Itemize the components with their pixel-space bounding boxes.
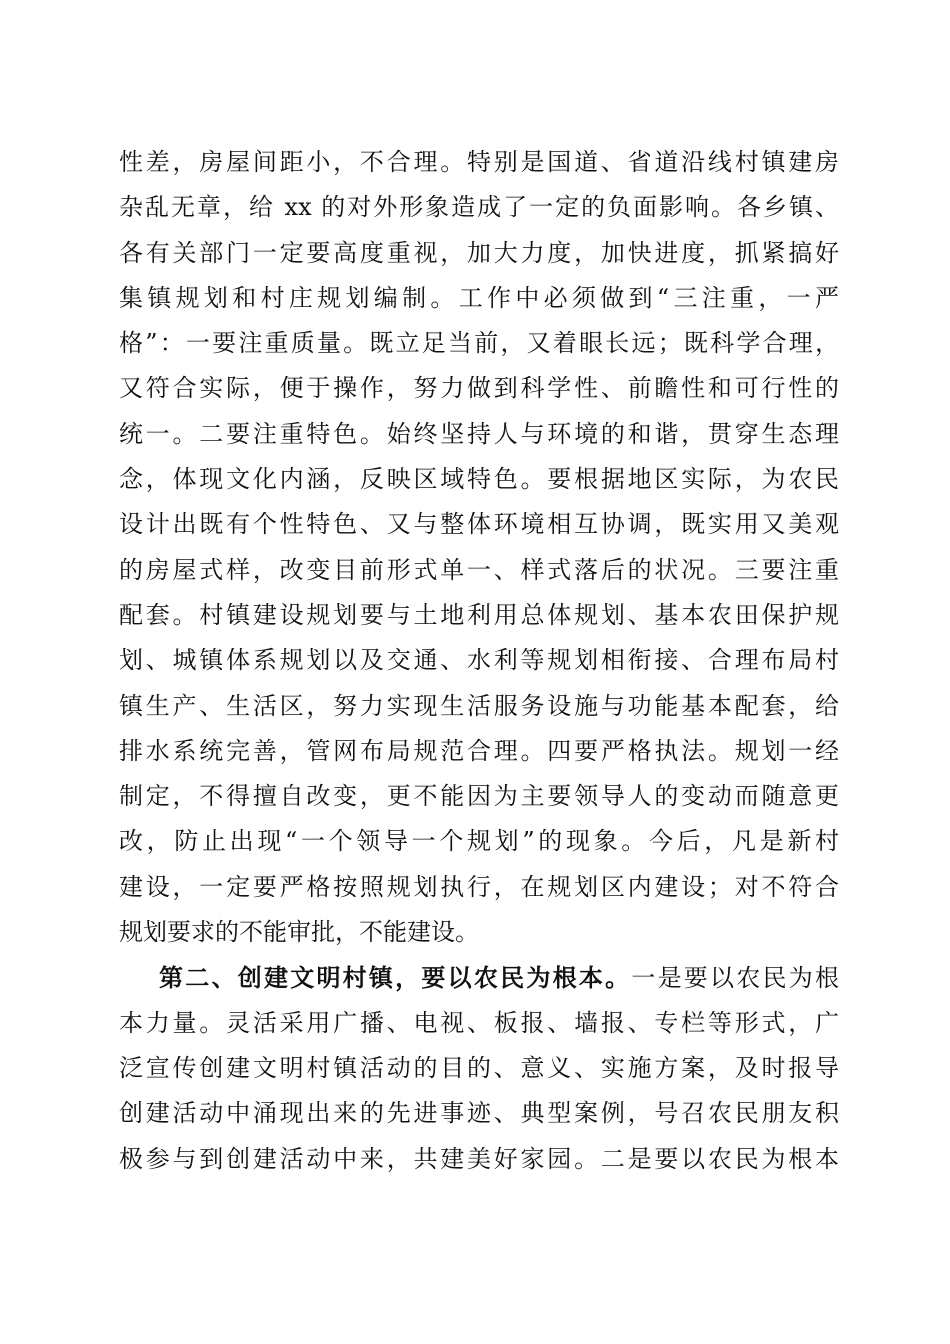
text-line: 念，体现文化内涵，反映区域特色。要根据地区实际，为农民 — [119, 465, 839, 494]
heading-line-rest: 一是要以农民为根 — [631, 964, 840, 993]
text-line: 设计出既有个性特色、又与整体环境相互协调，既实用又美观 — [119, 510, 839, 539]
text-line: 镇生产、生活区，努力实现生活服务设施与功能基本配套，给 — [119, 691, 839, 720]
text-line: 配套。村镇建设规划要与土地利用总体规划、基本农田保护规 — [119, 600, 839, 629]
section-heading: 第二、创建文明村镇，要以农民为根本。 — [159, 963, 632, 993]
text-line: 改，防止出现“一个领导一个规划”的现象。今后，凡是新村 — [119, 827, 839, 856]
text-line: 制定，不得擅自改变，更不能因为主要领导人的变动而随意更 — [119, 782, 839, 811]
text-line: 排水系统完善，管网布局规范合理。四要严格执法。规划一经 — [119, 736, 839, 765]
text-line — [119, 955, 839, 1000]
text-line: 建设，一定要严格按照规划执行，在规划区内建设；对不符合 — [119, 872, 839, 901]
text-line: 统一。二要注重特色。始终坚持人与环境的和谐，贯穿生态理 — [119, 419, 839, 448]
text-line: 极参与到创建活动中来，共建美好家园。二是要以农民为根本 — [119, 1144, 839, 1173]
text-line: 泛宣传创建文明村镇活动的目的、意义、实施方案，及时报导 — [119, 1053, 839, 1082]
text-line: 又符合实际，便于操作，努力做到科学性、前瞻性和可行性的 — [119, 374, 839, 403]
text-line: 本力量。灵活采用广播、电视、板报、墙报、专栏等形式，广 — [119, 1008, 839, 1037]
text-line: 性差，房屋间距小，不合理。特别是国道、省道沿线村镇建房 — [119, 148, 839, 176]
text-line: 集镇规划和村庄规划编制。工作中必须做到“三注重，一严 — [119, 283, 839, 312]
paragraph-1 — [119, 140, 839, 955]
body-text — [119, 140, 839, 1182]
paragraph-2 — [119, 955, 839, 1181]
text-line: 格”：一要注重质量。既立足当前，又着眼长远；既科学合理， — [119, 329, 839, 358]
text-line: 各有关部门一定要高度重视，加大力度，加快进度，抓紧搞好 — [119, 238, 839, 267]
text-line: 创建活动中涌现出来的先进事迹、典型案例，号召农民朋友积 — [119, 1099, 839, 1128]
text-line: 的房屋式样，改变目前形式单一、样式落后的状况。三要注重 — [119, 555, 839, 584]
text-line: 划、城镇体系规划以及交通、水利等规划相衔接、合理布局村 — [119, 646, 839, 675]
text-line: 杂乱无章，给 xx 的对外形象造成了一定的负面影响。各乡镇、 — [119, 193, 839, 222]
text-line: 规划要求的不能审批，不能建设。 — [119, 918, 479, 947]
